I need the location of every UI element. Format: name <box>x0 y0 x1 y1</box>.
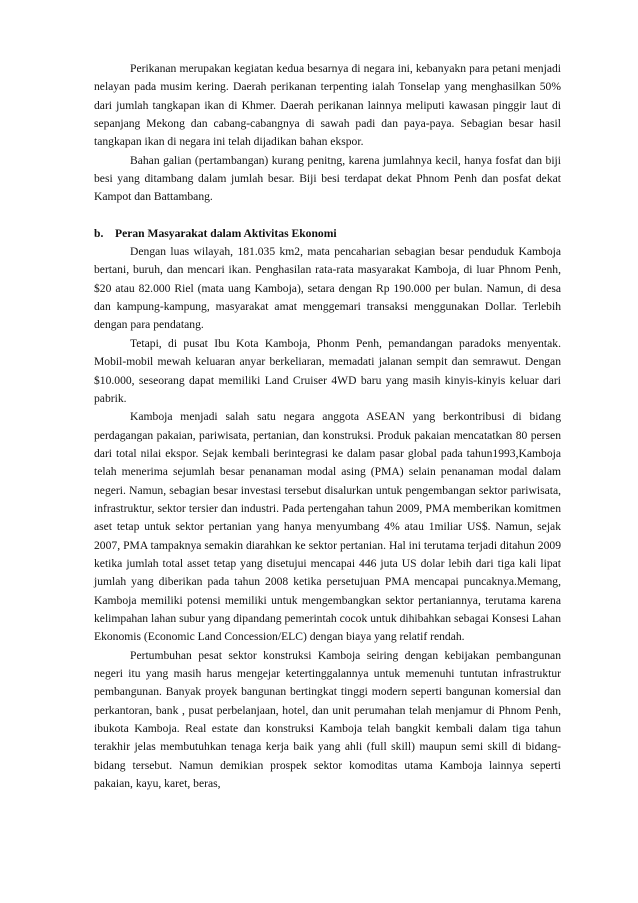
section-heading <box>94 225 561 243</box>
paragraph-mining: Bahan galian (pertambangan) kurang penitng, karena jumlahnya kecil, hanya fosfat dan biji besi yang ditambang dalam jumlah besar. Biji besi terdapat dekat Phnom Penh dan posfat dekat Kampot dan Battambang. <box>94 153 561 204</box>
paragraph-asean-investment: Kamboja menjadi salah satu negara anggota ASEAN yang berkontribusi di bidang perdagangan pakaian, pariwisata, pertanian, dan konstruksi. Produk pakaian mencatatkan 80 persen dari total nilai ekspor. Sejak kembali berintegrasi ke dalam pasar global pada tahun1993,Kamboja telah menerima sejumlah besar penanaman modal asing (PMA) selain penanaman modal dalam negeri. Namun, sebagian besar investasi tersebut disalurkan untuk pengembangan sektor pariwisata, infrastruktur, sektor tersier dan industri. Pada pertengahan tahun 2009, PMA memberikan komitmen aset tetap untuk sektor pertanian yang hanya menyumbang 4% atau 1miliar US$. Namun, sejak 2007, PMA tampaknya semakin diarahkan ke sektor pertanian. Hal ini terutama terjadi ditahun 2009 ketika jumlah total asset tetap yang disetujui mencapai 446 juta US dolar lebih dari tiga kali lipat jumlah yang diberikan pada tahun 2008 ketika persetujuan PMA mencapai puncaknya.Memang, Kamboja memiliki potensi memiliki untuk mengembangkan sektor pertaniannya, terutama karena kelimpahan lahan subur yang dipandang pemerintah cocok untuk dihibahkan sebagai Konsesi Lahan Ekonomis (Economic Land Concession/ELC) dengan biaya yang relatif rendah. <box>94 410 561 644</box>
paragraph-construction: Pertumbuhan pesat sektor konstruksi Kamboja seiring dengan kebijakan pembangunan negeri itu yang masih harus mengejar ketertinggalannya untuk memenuhi tuntutan infrastruktur pembangunan. Banyak proyek bangunan bertingkat tinggi modern seperti bangunan komersial dan perkantoran, bank , pusat perbelanjaan, hotel, dan unit perumahan telah menjamur di Phnom Penh, ibukota Kamboja. Real estate dan konstruksi Kamboja telah bangkit kembali dalam tiga tahun terakhir jelas membutuhkan tenaga kerja baik yang ahli (full skill) maupun semi skill di bidang-bidang tersebut. Namun demikian prospek sektor komoditas utama Kamboja lainnya seperti pakaian, kayu, karet, beras, <box>94 648 561 791</box>
document-page <box>94 60 561 793</box>
section-number: b. <box>94 226 104 240</box>
paragraph-capital-paradox: Tetapi, di pusat Ibu Kota Kamboja, Phonm Penh, pemandangan paradoks menyentak. Mobil-mobil mewah keluaran anyar berkeliaran, memadati jalanan sempit dan semrawut. Dengan $10.000, seseorang dapat memiliki Land Cruiser 4WD baru yang masih kinyis-kinyis keluar dari pabrik. <box>94 336 561 405</box>
section-title: Peran Masyarakat dalam Aktivitas Ekonomi <box>115 226 337 240</box>
paragraph-livelihood: Dengan luas wilayah, 181.035 km2, mata pencaharian sebagian besar penduduk Kamboja bertani, buruh, dan mencari ikan. Penghasilan rata-rata masyarakat Kamboja, di luar Phnom Penh, $20 atau 82.000 Riel (mata uang Kamboja), setara dengan Rp 190.000 per bulan. Namun, di desa dan kampung-kampung, masyarakat amat menggemari transaksi menggunakan Dollar. Terlebih dengan para pendatang. <box>94 245 561 332</box>
paragraph-fisheries: Perikanan merupakan kegiatan kedua besarnya di negara ini, kebanyakn para petani menjadi nelayan pada musim kering. Daerah perikanan terpenting ialah Tonselap yang menghasilkan 50% dari jumlah tangkapan ikan di Khmer. Daerah perikanan lainnya meliputi kawasan pinggir laut di sepanjang Mekong dan cabang-cabangnya di sawah padi dan paya-paya. Sebagian besar hasil tangkapan ikan di negara ini telah dijadikan bahan ekspor. <box>94 62 561 149</box>
